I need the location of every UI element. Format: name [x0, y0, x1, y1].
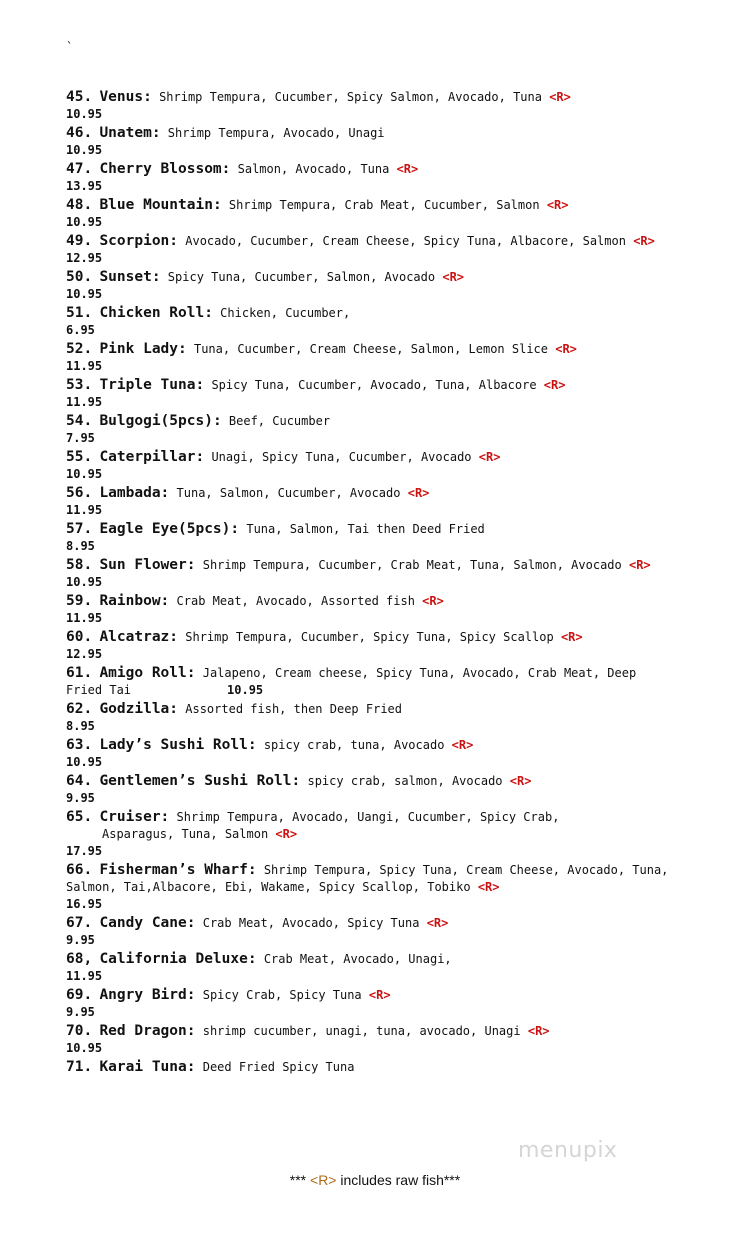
item-name: Eagle Eye(5pcs): [99, 521, 231, 537]
menu-item: [66, 341, 706, 375]
menu-item: [66, 125, 706, 159]
item-price: 13.95: [66, 179, 103, 193]
item-description: Shrimp Tempura, Crab Meat, Cucumber, Salmon: [228, 198, 540, 212]
raw-fish-tag: <R>: [426, 916, 449, 930]
footer-prefix: ***: [289, 1172, 311, 1188]
raw-fish-tag: <R>: [451, 738, 474, 752]
item-number: 47.: [66, 161, 93, 177]
menu-item: [66, 665, 706, 699]
stray-mark: `: [66, 40, 74, 54]
menu-item-line: [66, 879, 706, 896]
item-number: 66.: [66, 862, 93, 878]
item-price: 10.95: [66, 1041, 103, 1055]
raw-fish-tag: <R>: [633, 234, 655, 248]
item-colon: :: [178, 341, 187, 357]
raw-fish-tag: <R>: [628, 558, 651, 572]
item-name: Karai Tuna: [99, 1059, 187, 1075]
item-colon: :: [169, 233, 179, 249]
menu-item-line: [66, 987, 706, 1004]
item-name: Scorpion: [99, 233, 170, 249]
menu-item-line: [66, 413, 706, 430]
item-name: Lady’s Sushi Roll: [99, 737, 248, 753]
item-name: Rainbow: [99, 593, 161, 609]
item-price: 11.95: [66, 969, 103, 983]
menu-item: [66, 377, 706, 411]
item-number: 70.: [66, 1023, 93, 1039]
item-price: 6.95: [66, 323, 95, 337]
item-colon: :: [247, 862, 257, 878]
item-colon: :: [186, 557, 196, 573]
item-colon: :: [186, 1023, 196, 1039]
item-description: Avocado, Cucumber, Cream Cheese, Spicy Tuna, Albacore, Salmon: [185, 234, 626, 248]
menu-item-line: [66, 233, 706, 250]
menu-item: [66, 987, 706, 1021]
menu-item-line: [66, 521, 706, 538]
item-description: Chicken, Cucumber,: [220, 306, 351, 320]
menu-item: [66, 413, 706, 447]
item-name: Triple Tuna: [99, 377, 196, 393]
menu-item: [66, 701, 706, 735]
menu-item: [66, 485, 706, 519]
menu-item: [66, 773, 706, 807]
item-name: Cherry Blossom: [99, 161, 222, 177]
menu-item-line: [66, 89, 706, 106]
item-description: Spicy Tuna, Cucumber, Avocado, Tuna, Albacore: [211, 378, 537, 392]
item-colon: :: [247, 737, 257, 753]
raw-fish-tag: <R>: [407, 486, 430, 500]
item-price: 10.95: [66, 287, 103, 301]
menu-list: [66, 89, 706, 1078]
item-description: Tuna, Salmon, Tai then Deed Fried: [246, 522, 485, 536]
item-colon: :: [169, 629, 179, 645]
item-number: 58.: [66, 557, 93, 573]
menu-item: [66, 1023, 706, 1057]
item-colon: :: [151, 125, 161, 141]
menu-item-line: [66, 557, 706, 574]
item-colon: :: [186, 987, 196, 1003]
item-description: Shrimp Tempura, Avocado, Uangi, Cucumber, Spicy Crab,: [176, 810, 560, 824]
item-description: Deed Fried Spicy Tuna: [202, 1060, 355, 1074]
menu-item-line: [66, 125, 706, 142]
item-name: Venus: [99, 89, 144, 105]
raw-fish-tag: <R>: [543, 378, 566, 392]
item-price: 9.95: [66, 1005, 95, 1019]
item-description: Salmon, Avocado, Tuna: [237, 162, 390, 176]
menu-item-line: [66, 826, 706, 843]
item-description: Assorted fish, then Deep Fried: [185, 702, 402, 716]
raw-fish-tag: <R>: [442, 270, 465, 284]
menu-item: [66, 593, 706, 627]
item-name: Angry Bird: [99, 987, 187, 1003]
menu-item: [66, 557, 706, 591]
item-price: 10.95: [66, 467, 103, 481]
item-description-cont: Fried Tai: [66, 683, 132, 697]
item-description: spicy crab, salmon, Avocado: [307, 774, 503, 788]
raw-fish-tag: <R>: [549, 90, 571, 104]
item-number: 61.: [66, 665, 93, 681]
item-number: 71.: [66, 1059, 93, 1075]
item-name: Blue Mountain: [99, 197, 213, 213]
item-price: 9.95: [66, 933, 95, 947]
item-number: 56.: [66, 485, 93, 501]
item-price: 16.95: [66, 897, 103, 911]
raw-fish-tag: <R>: [368, 988, 391, 1002]
item-colon: :: [160, 593, 170, 609]
menu-item-line: [66, 305, 706, 322]
item-name: Candy Cane: [99, 915, 187, 931]
item-description: Crab Meat, Avocado, Spicy Tuna: [202, 916, 420, 930]
item-price: 8.95: [66, 719, 95, 733]
menu-item: [66, 737, 706, 771]
menu-item-line: [66, 629, 706, 646]
item-price: 10.95: [66, 215, 103, 229]
item-name: Unatem: [99, 125, 152, 141]
item-name: Caterpillar: [99, 449, 196, 465]
menu-item: [66, 1059, 706, 1076]
item-colon: :: [186, 915, 196, 931]
item-colon: :: [212, 197, 222, 213]
item-colon: :: [291, 773, 301, 789]
item-colon: :: [151, 269, 161, 285]
item-name: Pink Lady: [99, 341, 179, 357]
item-price: 10.95: [66, 575, 103, 589]
menu-item-line: [66, 377, 706, 394]
item-description: shrimp cucumber, unagi, tuna, avocado, Unagi: [202, 1024, 521, 1038]
item-number: 60.: [66, 629, 93, 645]
raw-fish-tag: <R>: [546, 198, 569, 212]
menu-item-line: [66, 862, 706, 879]
item-description: Jalapeno, Cream cheese, Spicy Tuna, Avocado, Crab Meat, Deep: [202, 666, 637, 680]
menu-item: [66, 89, 706, 123]
menu-item: [66, 629, 706, 663]
menu-item: [66, 449, 706, 483]
item-colon: :: [186, 1059, 196, 1075]
item-price: 12.95: [66, 251, 103, 265]
item-description: spicy crab, tuna, Avocado: [263, 738, 445, 752]
item-description: Tuna, Cucumber, Cream Cheese, Salmon, Lemon Slice: [193, 342, 548, 356]
item-colon: :: [169, 701, 179, 717]
item-number: 52.: [66, 341, 93, 357]
raw-fish-tag: <R>: [509, 774, 532, 788]
menu-item: [66, 809, 706, 860]
menu-item-line: [66, 341, 706, 358]
item-name: Lambada: [99, 485, 161, 501]
item-name: California Deluxe: [99, 951, 248, 967]
item-name: Sun Flower: [99, 557, 187, 573]
item-price: 11.95: [66, 611, 103, 625]
raw-fish-tag: <R>: [275, 827, 298, 841]
item-price: 9.95: [66, 791, 95, 805]
menu-item-line: [66, 269, 706, 286]
item-description: Spicy Crab, Spicy Tuna: [202, 988, 362, 1002]
item-price: 11.95: [66, 395, 103, 409]
item-description: Crab Meat, Avocado, Unagi,: [263, 952, 452, 966]
item-number: 50.: [66, 269, 93, 285]
item-colon: :: [186, 665, 196, 681]
menu-item: [66, 862, 706, 913]
item-name: Godzilla: [99, 701, 170, 717]
item-number: 45.: [66, 89, 93, 105]
item-price: 10.95: [66, 107, 103, 121]
menu-item: [66, 269, 706, 303]
menu-item-line: [66, 773, 706, 790]
menu-item-line: [66, 449, 706, 466]
menu-item-line: [66, 593, 706, 610]
item-description: Unagi, Spicy Tuna, Cucumber, Avocado: [211, 450, 472, 464]
menu-item: [66, 951, 706, 985]
item-colon: :: [195, 377, 205, 393]
menu-item: [66, 233, 706, 267]
menu-item-line: [66, 161, 706, 178]
item-name: Red Dragon: [99, 1023, 187, 1039]
item-description: Shrimp Tempura, Cucumber, Crab Meat, Tuna, Salmon, Avocado: [202, 558, 622, 572]
item-name: Fisherman’s Wharf: [99, 862, 248, 878]
menu-item: [66, 161, 706, 195]
item-description-cont: Asparagus, Tuna, Salmon: [102, 827, 269, 841]
raw-fish-tag: <R>: [477, 880, 500, 894]
item-number: 46.: [66, 125, 93, 141]
item-number: 54.: [66, 413, 93, 429]
item-description-cont: Salmon, Tai,Albacore, Ebi, Wakame, Spicy Scallop, Tobiko: [66, 880, 471, 894]
item-number: 69.: [66, 987, 93, 1003]
raw-fish-tag: <R>: [478, 450, 501, 464]
item-price: 11.95: [66, 503, 103, 517]
item-price: 7.95: [66, 431, 95, 445]
item-price: 12.95: [66, 647, 103, 661]
menu-item: [66, 305, 706, 339]
menu-item-line: [66, 809, 706, 826]
item-number: 57.: [66, 521, 93, 537]
menu-item-line: [66, 682, 706, 699]
item-number: 62.: [66, 701, 93, 717]
raw-fish-note: [0, 1172, 750, 1188]
item-description: Shrimp Tempura, Cucumber, Spicy Tuna, Spicy Scallop: [185, 630, 554, 644]
item-description: Crab Meat, Avocado, Assorted fish: [176, 594, 415, 608]
menu-item: [66, 197, 706, 231]
item-name: Sunset: [99, 269, 152, 285]
menu-item-line: [66, 701, 706, 718]
item-name: Bulgogi(5pcs): [99, 413, 213, 429]
item-colon: :: [160, 809, 170, 825]
item-number: 68,: [66, 951, 93, 967]
menu-item-line: [66, 665, 706, 682]
item-price: 11.95: [66, 359, 103, 373]
footer-raw-tag: <R>: [310, 1172, 337, 1188]
menu-item: [66, 915, 706, 949]
menu-item-line: [66, 737, 706, 754]
menu-item-line: [66, 1059, 706, 1076]
item-number: 65.: [66, 809, 93, 825]
item-colon: :: [160, 485, 170, 501]
item-price: 8.95: [66, 539, 95, 553]
item-description: Shrimp Tempura, Avocado, Unagi: [167, 126, 385, 140]
item-number: 64.: [66, 773, 93, 789]
item-description: Beef, Cucumber: [228, 414, 331, 428]
raw-fish-tag: <R>: [422, 594, 444, 608]
raw-fish-tag: <R>: [396, 162, 419, 176]
item-description: Tuna, Salmon, Cucumber, Avocado: [176, 486, 401, 500]
item-name: Cruiser: [99, 809, 161, 825]
item-name: Gentlemen’s Sushi Roll: [99, 773, 292, 789]
footer-suffix: includes raw fish***: [336, 1172, 461, 1188]
item-price: 10.95: [66, 143, 103, 157]
menu-item-line: [66, 1023, 706, 1040]
item-description: Spicy Tuna, Cucumber, Salmon, Avocado: [167, 270, 436, 284]
item-number: 53.: [66, 377, 93, 393]
item-colon: :: [195, 449, 205, 465]
menu-item-line: [66, 951, 706, 968]
item-price: 10.95: [227, 683, 264, 697]
item-number: 51.: [66, 305, 93, 321]
item-name: Amigo Roll: [99, 665, 187, 681]
raw-fish-tag: <R>: [527, 1024, 550, 1038]
menu-item-line: [66, 485, 706, 502]
menu-item-line: [66, 915, 706, 932]
item-description: Shrimp Tempura, Spicy Tuna, Cream Cheese, Avocado, Tuna,: [263, 863, 669, 877]
item-number: 63.: [66, 737, 93, 753]
raw-fish-tag: <R>: [560, 630, 583, 644]
item-price: 17.95: [66, 844, 103, 858]
item-colon: :: [143, 89, 152, 105]
item-number: 67.: [66, 915, 93, 931]
item-number: 48.: [66, 197, 93, 213]
raw-fish-tag: <R>: [555, 342, 577, 356]
item-number: 55.: [66, 449, 93, 465]
item-number: 49.: [66, 233, 93, 249]
item-description: Shrimp Tempura, Cucumber, Spicy Salmon, Avocado, Tuna: [159, 90, 542, 104]
item-name: Chicken Roll: [99, 305, 205, 321]
item-colon: :: [212, 413, 222, 429]
menu-item-line: [66, 197, 706, 214]
item-colon: :: [221, 161, 231, 177]
item-price: 10.95: [66, 755, 103, 769]
item-name: Alcatraz: [99, 629, 170, 645]
menu-item: [66, 521, 706, 555]
item-number: 59.: [66, 593, 93, 609]
item-colon: :: [230, 521, 240, 537]
item-colon: :: [204, 305, 213, 321]
watermark-logo: menupix: [518, 1138, 618, 1163]
item-colon: :: [247, 951, 257, 967]
